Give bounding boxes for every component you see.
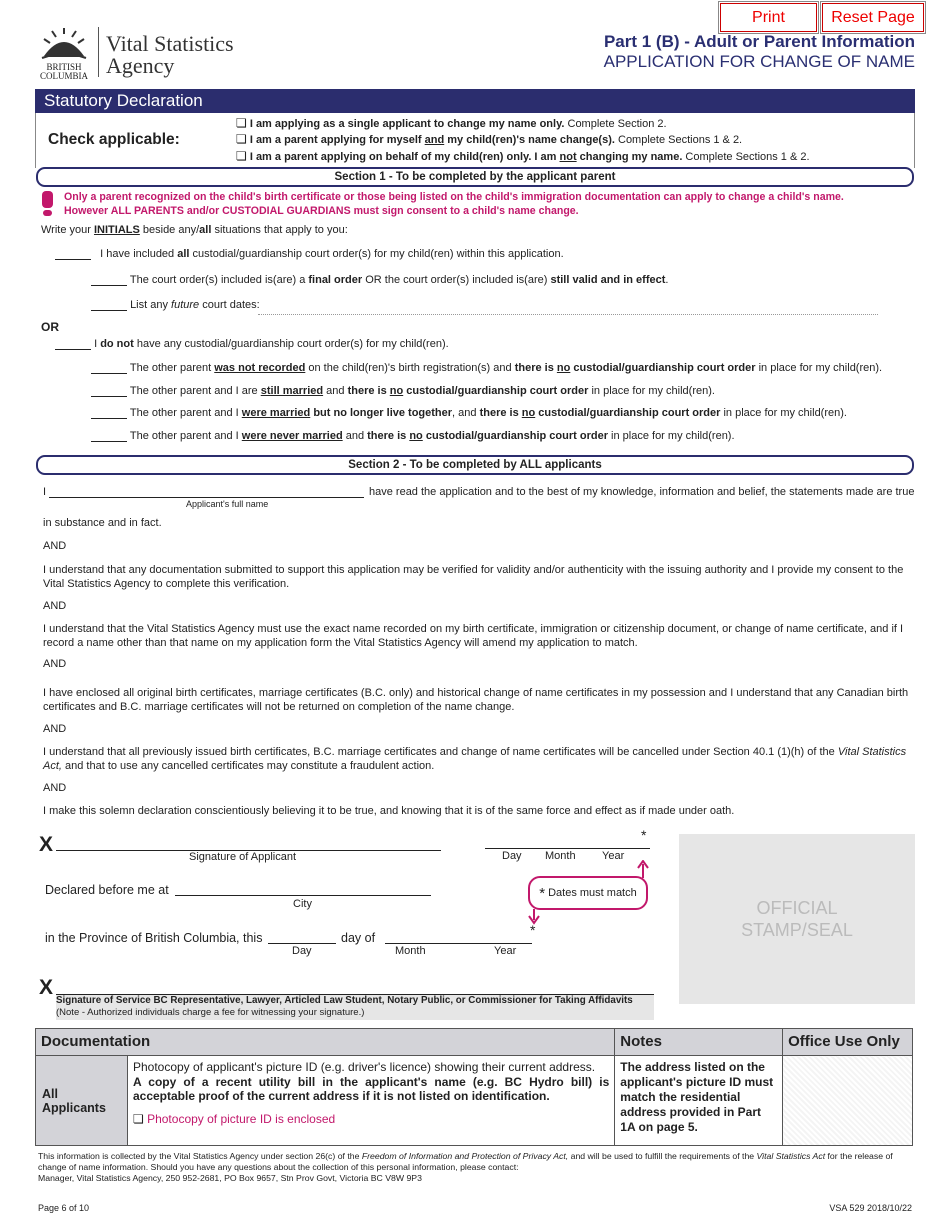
- still-married-row: The other parent and I are still married and there is no custodial/guardianship court order in place for my child(ren).: [91, 385, 715, 397]
- initials-field[interactable]: [55, 259, 91, 260]
- documentation-description: [127, 1056, 614, 1146]
- statutory-declaration-header: Statutory Declaration: [35, 89, 915, 113]
- print-button[interactable]: Print: [720, 3, 817, 32]
- initials-field[interactable]: [91, 396, 127, 397]
- day-label: Day: [292, 945, 312, 957]
- warning-line2: However ALL PARENTS and/or CUSTODIAL GUARDIANS must sign consent to a child's name change.: [64, 205, 579, 217]
- declaration-tail: have read the application and to the best of my knowledge, information and belief, the statements made are true: [369, 486, 915, 498]
- agency-line1: Vital Statistics: [106, 31, 234, 56]
- documentation-note: The address listed on the applicant's picture ID must match the residential address provided in Part 1A on page 5.: [615, 1056, 783, 1146]
- warning-line1: Only a parent recognized on the child's birth certificate or those being listed on the child's immigration documentation can apply to change a child's name.: [64, 191, 844, 203]
- documentation-header: Documentation: [36, 1029, 615, 1056]
- option-parent-and-children[interactable]: ❏ I am a parent applying for myself and my child(ren)'s name change(s). Complete Sections 1 & 2.: [236, 132, 743, 146]
- and-label: AND: [43, 658, 67, 670]
- commissioner-label: Signature of Service BC Representative, Lawyer, Articled Law Student, Notary Public, or Commissioner for Taking Affidavits: [56, 995, 633, 1006]
- commissioner-x-mark: X: [39, 976, 54, 999]
- year-label: Year: [494, 945, 517, 957]
- month-label: Month: [395, 945, 426, 957]
- final-order-row: The court order(s) included is(are) a final order OR the court order(s) included is(are) still valid and in effect.: [91, 274, 668, 286]
- all-applicants-label: All Applicants: [36, 1056, 128, 1146]
- section1-heading: Section 1 - To be completed by the applicant parent: [36, 167, 914, 187]
- or-label: OR: [41, 320, 59, 334]
- and-label: AND: [43, 540, 67, 552]
- logo-line1: BRITISH: [46, 62, 82, 72]
- checkbox-icon[interactable]: ❏: [132, 1111, 144, 1126]
- initials-field[interactable]: [91, 418, 127, 419]
- initials-field[interactable]: [91, 310, 127, 311]
- agency-name: [106, 33, 234, 77]
- month-label: Month: [545, 850, 576, 862]
- city-label: City: [293, 898, 312, 910]
- notes-header: Notes: [615, 1029, 783, 1056]
- section2-heading: Section 2 - To be completed by ALL applicants: [36, 455, 914, 475]
- province-label: in the Province of British Columbia, this: [45, 931, 263, 945]
- application-title: APPLICATION FOR CHANGE OF NAME: [603, 52, 915, 71]
- i-label: I: [43, 486, 47, 498]
- picture-id-enclosed-checkbox[interactable]: ❏ Photocopy of picture ID is enclosed: [132, 1111, 336, 1126]
- no-court-orders-row: I do not have any custodial/guardianship court order(s) for my child(ren).: [55, 338, 449, 350]
- documentation-table: [35, 1028, 913, 1146]
- declaration-p2: I understand that the Vital Statistics Agency must use the exact name recorded on my birth certificate, immigration or citizenship document, or change of name certificate, and if I record a name other than that name on my application form the Vital Statistics Agency will amend my application to match.: [43, 623, 904, 649]
- future-court-dates-row: List any future court dates:: [91, 299, 260, 311]
- initials-instruction: Write your INITIALS beside any/all situations that apply to you:: [41, 224, 348, 236]
- declared-day-input[interactable]: [268, 943, 336, 944]
- initials-field[interactable]: [55, 349, 91, 350]
- not-recorded-row: The other parent was not recorded on the child(ren)'s birth registration(s) and there is no custodial/guardianship court order in place for my child(ren).: [91, 362, 882, 374]
- exclamation-icon: [40, 191, 54, 217]
- checkbox-icon[interactable]: ❏: [236, 116, 247, 130]
- declaration-p4: I understand that all previously issued birth certificates, B.C. marriage certificates and change of name certificates will be cancelled under Section 40.1 (1)(h) of the Vital Statistics Act, and that to use any cancelled certificates may constitute a fraudulent action.: [43, 746, 907, 772]
- privacy-contact: Manager, Vital Statistics Agency, 250 952-2681, PO Box 9657, Stn Prov Govt, Victoria BC V8W 9P3: [38, 1173, 422, 1183]
- asterisk-top: *: [641, 827, 647, 843]
- dates-must-match-callout: * Dates must match: [528, 876, 648, 910]
- form-id: VSA 529 2018/10/22: [829, 1203, 912, 1213]
- separated-row: The other parent and I were married but no longer live together, and there is no custodial/guardianship court order in place for my child(ren).: [91, 407, 847, 419]
- documentation-desc2: A copy of a recent utility bill in the applicant's name (e.g. BC Hydro bill) is acceptable proof of the current address if it is not listed on identification.: [132, 1074, 610, 1103]
- applicant-x-mark: X: [39, 833, 54, 856]
- declared-before-me-label: Declared before me at: [45, 883, 169, 897]
- check-applicable-label: Check applicable:: [48, 131, 180, 148]
- option-children-only[interactable]: ❏ I am a parent applying on behalf of my child(ren) only. I am not changing my name. Complete Sections 1 & 2.: [236, 149, 810, 163]
- applicant-full-name-label: Applicant's full name: [186, 499, 269, 509]
- checkbox-icon[interactable]: ❏: [236, 149, 247, 163]
- commissioner-note: (Note - Authorized individuals charge a fee for witnessing your signature.): [56, 1007, 365, 1018]
- applicant-full-name-input[interactable]: [49, 497, 364, 498]
- checkbox-icon[interactable]: ❏: [236, 132, 247, 146]
- bc-logo: [36, 26, 92, 81]
- court-orders-included-row: I have included all custodial/guardianship court order(s) for my child(ren) within this application.: [55, 248, 564, 260]
- office-use-header: Office Use Only: [783, 1029, 913, 1056]
- agency-line2: Agency: [106, 53, 175, 78]
- office-use-cell: [783, 1056, 913, 1146]
- and-label: AND: [43, 782, 67, 794]
- option-single-applicant[interactable]: ❏ I am applying as a single applicant to change my name only. Complete Section 2.: [236, 116, 667, 130]
- day-of-label: day of: [341, 931, 376, 945]
- logo-divider: [98, 27, 99, 77]
- privacy-notice: This information is collected by the Vital Statistics Agency under section 26(c) of the Freedom of Information and Protection of Privacy Act, and will be used to fulfill the requirements of the Vital Statistics Act for the release of change of name information. Should you have any questions about the collection of this personal information, please contact: Manager, Vital Statistics Agency, 250 952-2681, PO Box 9657, Stn Prov Govt, Victoria BC V8W 9P3: [38, 1151, 913, 1184]
- page-number: Page 6 of 10: [38, 1203, 90, 1213]
- declared-month-year-input[interactable]: [385, 943, 532, 944]
- year-label: Year: [602, 850, 625, 862]
- future-court-dates-input[interactable]: [258, 314, 878, 315]
- documentation-desc1: Photocopy of applicant's picture ID (e.g. driver's licence) showing their current address.: [132, 1060, 596, 1074]
- signature-of-applicant-label: Signature of Applicant: [189, 851, 297, 863]
- reset-page-button[interactable]: Reset Page: [822, 3, 924, 32]
- part-title: Part 1 (B) - Adult or Parent Information: [603, 32, 915, 51]
- initials-field[interactable]: [91, 373, 127, 374]
- declaration-p3: I have enclosed all original birth certificates, marriage certificates (B.C. only) and historical change of name certificates in my possession and I understand that any Canadian birth certificates and B.C. marriage certificates will not be returned on completion of the name change.: [43, 687, 909, 713]
- asterisk-bottom: *: [530, 922, 536, 938]
- never-married-row: The other parent and I were never married and there is no custodial/guardianship court order in place for my child(ren).: [91, 430, 735, 442]
- day-label: Day: [502, 850, 522, 862]
- and-label: AND: [43, 723, 67, 735]
- bc-sun-icon: [36, 26, 92, 60]
- initials-field[interactable]: [91, 285, 127, 286]
- declaration-p1: I understand that any documentation submitted to support this application may be verified for validity and/or authenticity with the issuing authority and I provide my consent to the Vital Statistics Agency to complete this verification.: [43, 564, 904, 590]
- declaration-p5: I make this solemn declaration conscientiously believing it to be true, and knowing that it is of the same force and effect as if made under oath.: [43, 805, 735, 817]
- and-label: AND: [43, 600, 67, 612]
- logo-line2: COLUMBIA: [39, 71, 88, 81]
- official-stamp-area: OFFICIAL STAMP/SEAL: [679, 834, 915, 1004]
- declaration-tail2: in substance and in fact.: [43, 517, 162, 529]
- initials-field[interactable]: [91, 441, 127, 442]
- city-input[interactable]: [175, 895, 431, 896]
- applicant-date-input[interactable]: [485, 848, 650, 849]
